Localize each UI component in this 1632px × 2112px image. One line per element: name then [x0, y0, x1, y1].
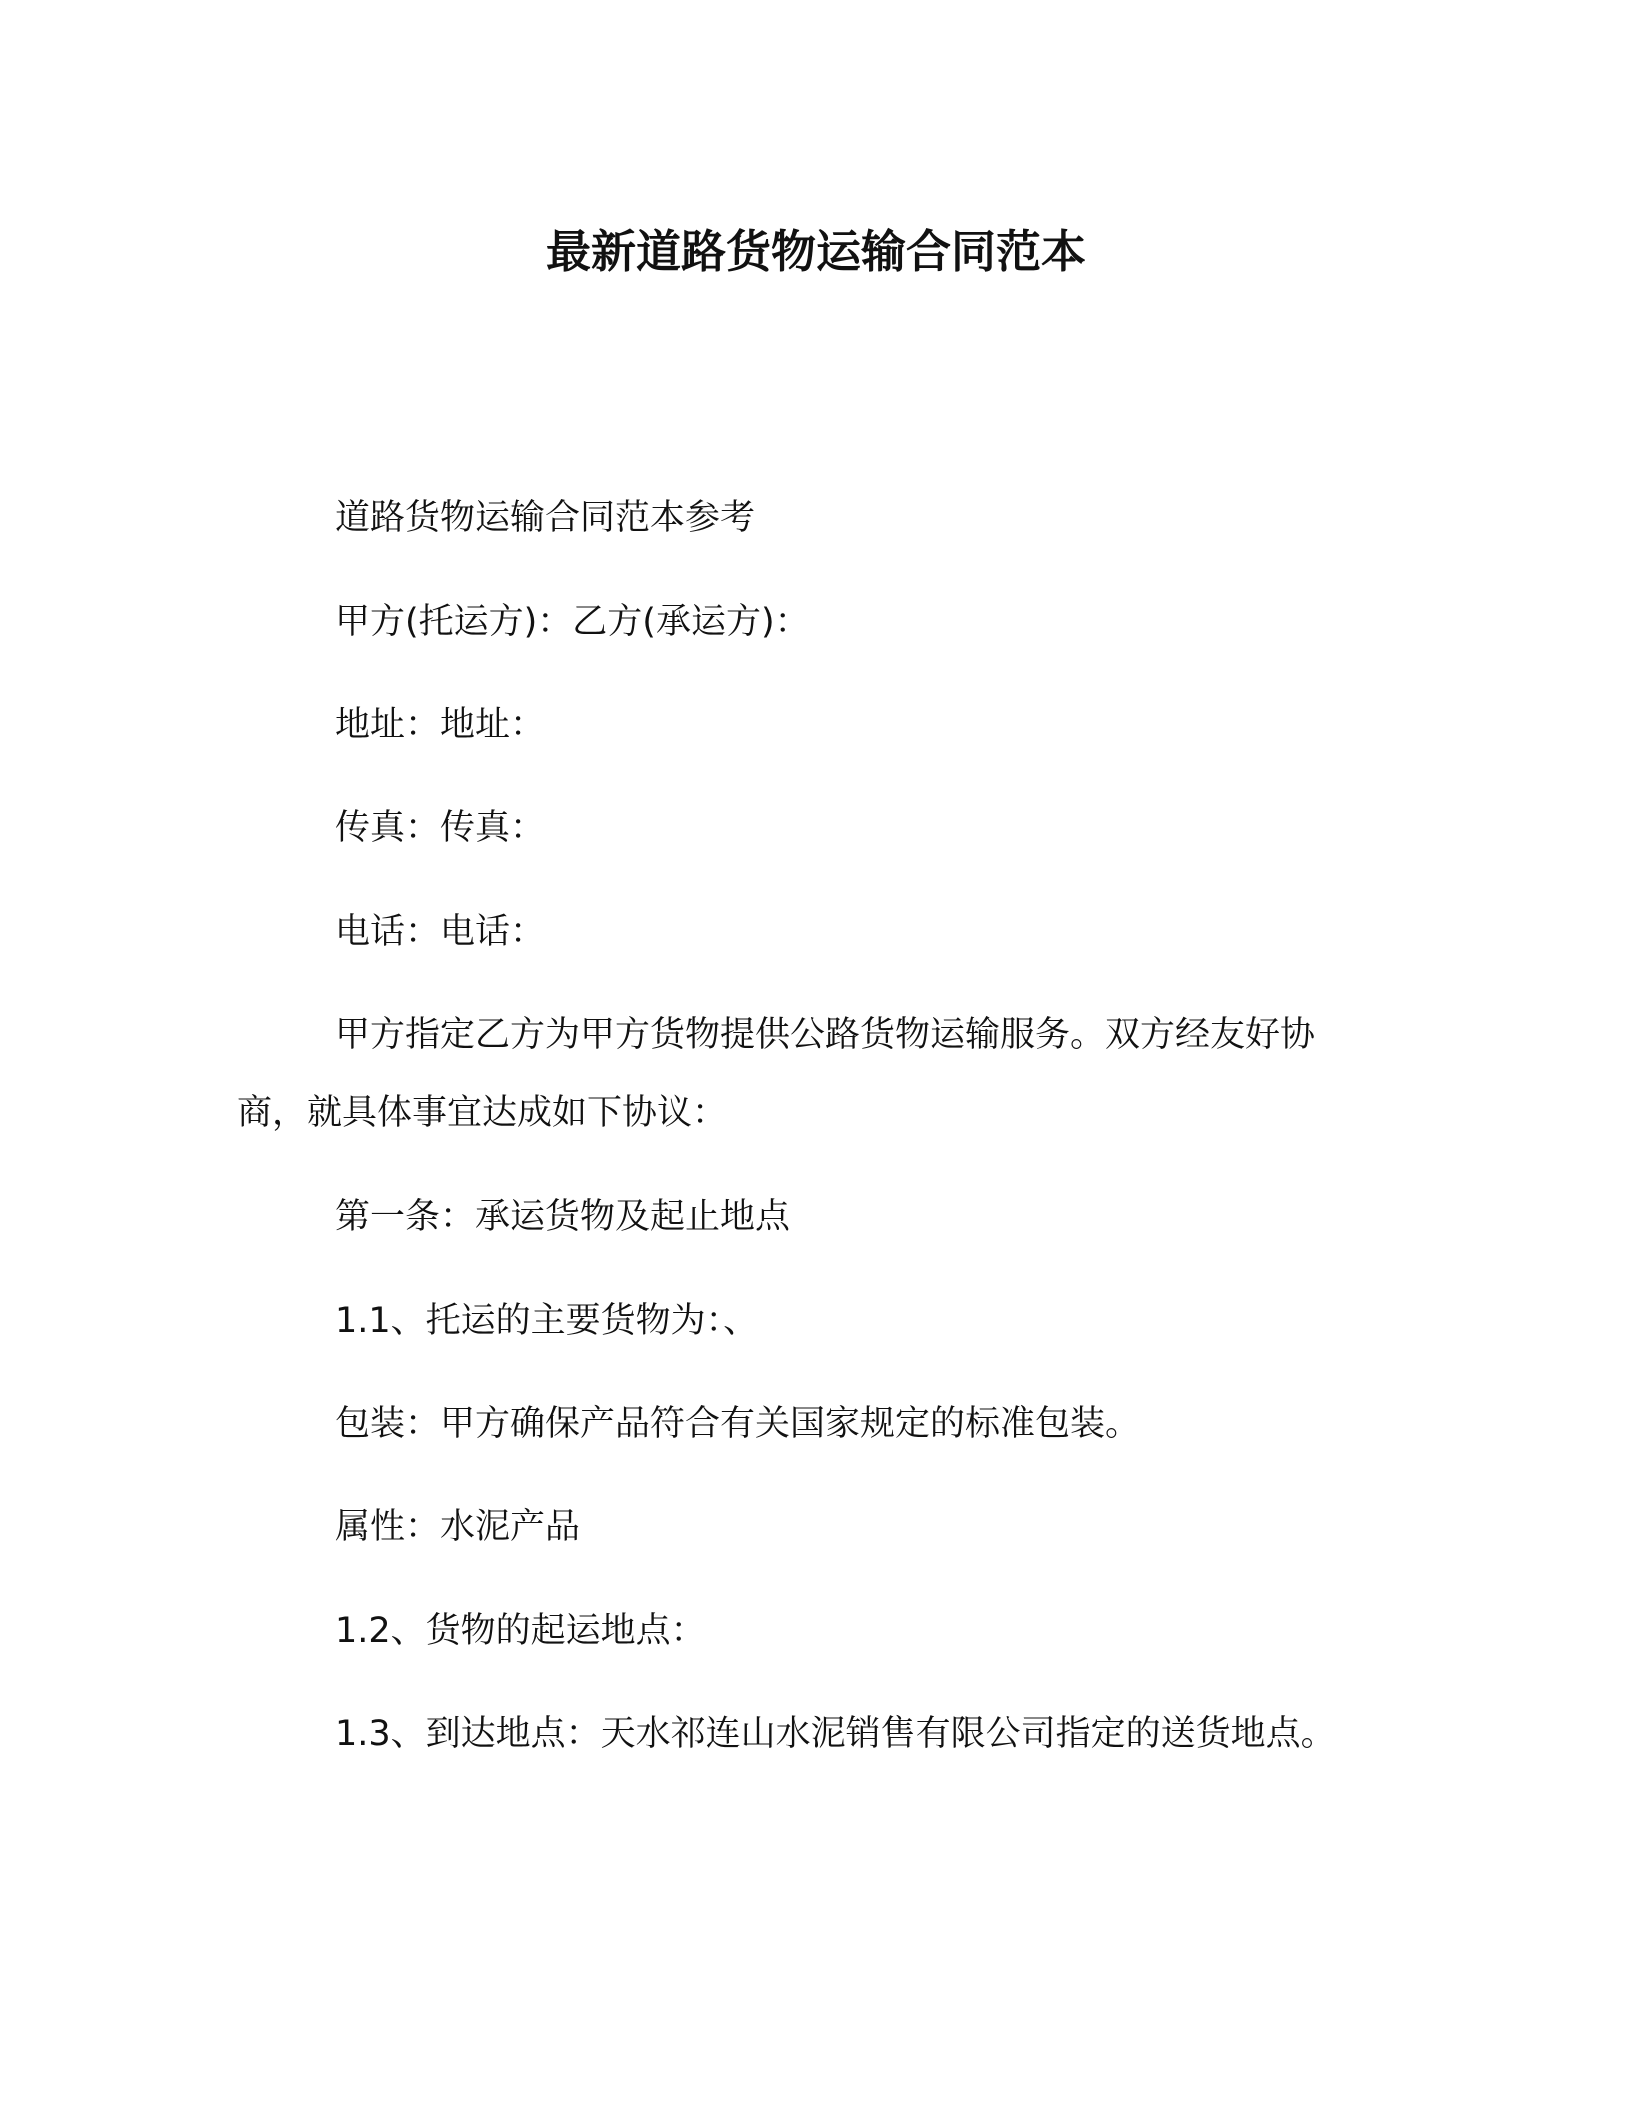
paragraph-address: 地址：地址：	[335, 705, 546, 745]
paragraph-clause-1-3: 1.3、到达地点：天水祁连山水泥销售有限公司指定的送货地点。	[335, 1714, 1336, 1754]
paragraph-clause-1-1: 1.1、托运的主要货物为：、	[335, 1301, 759, 1341]
paragraph-agreement-line1: 甲方指定乙方为甲方货物提供公路货物运输服务。双方经友好协	[335, 1015, 1316, 1055]
paragraph-attribute: 属性：水泥产品	[335, 1507, 581, 1547]
document-title: 最新道路货物运输合同范本	[545, 225, 1086, 278]
paragraph-article-1: 第一条：承运货物及起止地点	[335, 1197, 791, 1237]
paragraph-packaging: 包装：甲方确保产品符合有关国家规定的标准包装。	[335, 1404, 1141, 1444]
paragraph-phone: 电话：电话：	[335, 912, 546, 952]
paragraph-fax: 传真：传真：	[335, 808, 546, 848]
paragraph-clause-1-2: 1.2、货物的起运地点：	[335, 1611, 706, 1651]
paragraph-agreement-line2: 商，就具体事宜达成如下协议：	[237, 1093, 728, 1133]
paragraph-parties: 甲方(托运方)：乙方(承运方)：	[335, 602, 810, 642]
paragraph-subtitle: 道路货物运输合同范本参考	[335, 498, 756, 538]
